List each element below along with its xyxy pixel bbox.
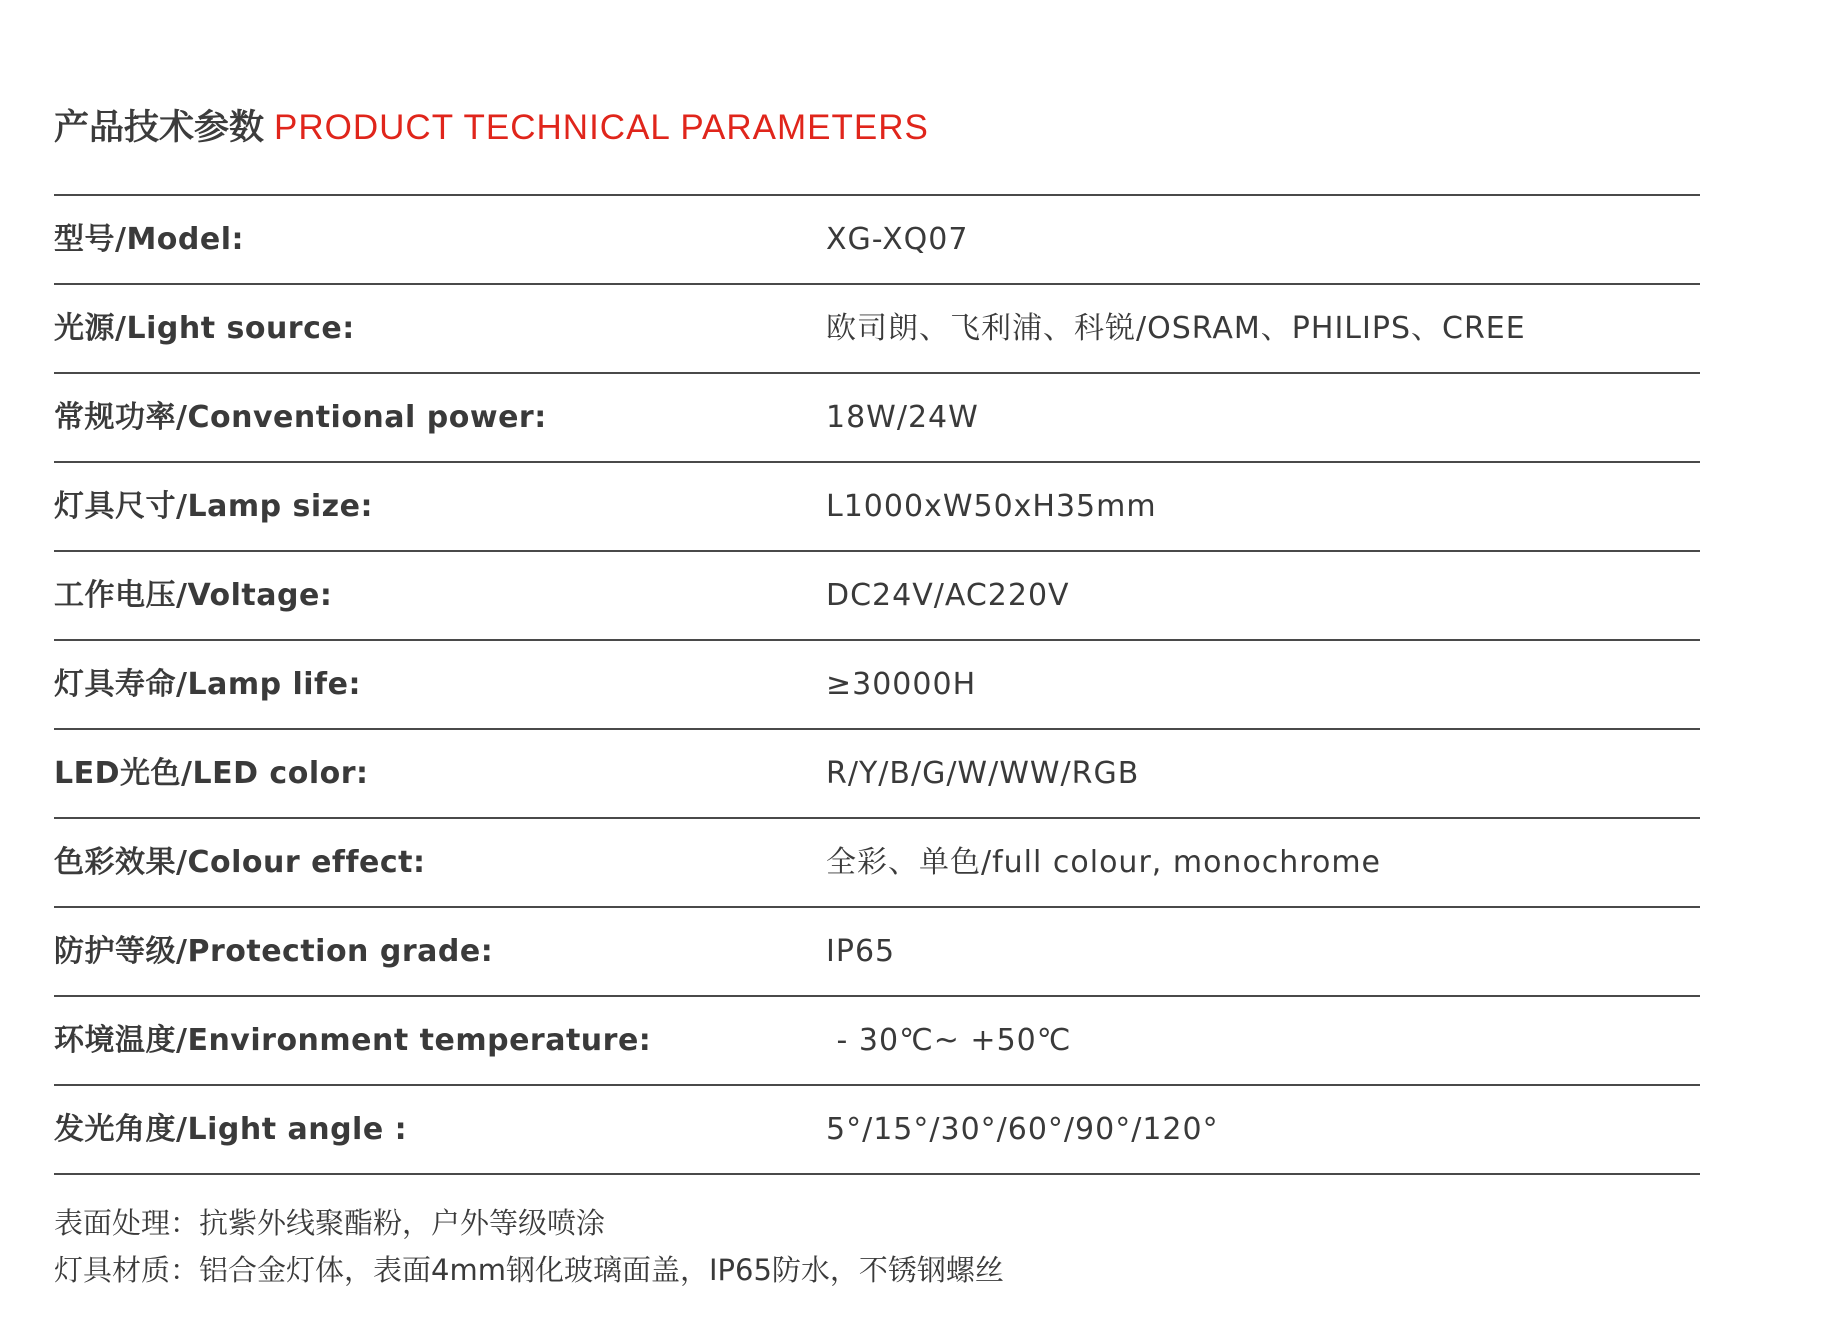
title-chinese: 产品技术参数 bbox=[54, 108, 265, 148]
param-label: 型号/Model: bbox=[54, 222, 245, 257]
param-label: 光源/Light source: bbox=[54, 311, 355, 346]
param-row-power bbox=[54, 374, 1700, 463]
param-label: 发光角度/Light angle : bbox=[54, 1112, 408, 1147]
param-label: 灯具寿命/Lamp life: bbox=[54, 667, 361, 702]
param-row-lamp-life bbox=[54, 641, 1700, 730]
param-value: L1000xW50xH35mm bbox=[826, 489, 1157, 524]
param-row-led-color bbox=[54, 730, 1700, 819]
param-value: ≥30000H bbox=[826, 667, 977, 702]
param-row-light-source bbox=[54, 285, 1700, 374]
param-label: 防护等级/Protection grade: bbox=[54, 934, 494, 969]
param-label: 色彩效果/Colour effect: bbox=[54, 845, 426, 880]
param-value: IP65 bbox=[826, 934, 896, 969]
product-notes bbox=[54, 1200, 1004, 1294]
param-value: XG-XQ07 bbox=[826, 222, 969, 257]
note-lamp-material: 灯具材质：铝合金灯体，表面4mm钢化玻璃面盖，IP65防水，不锈钢螺丝 bbox=[54, 1253, 1004, 1287]
param-row-protection-grade bbox=[54, 908, 1700, 997]
param-row-model bbox=[54, 196, 1700, 285]
param-label: 工作电压/Voltage: bbox=[54, 578, 333, 613]
param-value: 全彩、单色/full colour, monochrome bbox=[826, 845, 1382, 880]
param-value: DC24V/AC220V bbox=[826, 578, 1070, 613]
param-value: R/Y/B/G/W/WW/RGB bbox=[826, 756, 1140, 791]
parameters-table bbox=[54, 194, 1700, 1175]
title-english: PRODUCT TECHNICAL PARAMETERS bbox=[274, 108, 929, 147]
param-row-colour-effect bbox=[54, 819, 1700, 908]
param-row-light-angle bbox=[54, 1086, 1700, 1175]
param-value: 18W/24W bbox=[826, 400, 979, 435]
param-value: 欧司朗、飞利浦、科锐/OSRAM、PHILIPS、CREE bbox=[826, 311, 1526, 346]
param-label: 环境温度/Environment temperature: bbox=[54, 1023, 652, 1058]
page-title bbox=[54, 98, 929, 158]
param-row-lamp-size bbox=[54, 463, 1700, 552]
param-value: 5°/15°/30°/60°/90°/120° bbox=[826, 1112, 1219, 1147]
note-surface-treatment: 表面处理：抗紫外线聚酯粉，户外等级喷涂 bbox=[54, 1206, 606, 1240]
param-label: 灯具尺寸/Lamp size: bbox=[54, 489, 373, 524]
param-label: LED光色/LED color: bbox=[54, 756, 369, 791]
param-value: - 30℃~ +50℃ bbox=[826, 1023, 1072, 1058]
param-row-voltage bbox=[54, 552, 1700, 641]
param-label: 常规功率/Conventional power: bbox=[54, 400, 547, 435]
param-row-temperature bbox=[54, 997, 1700, 1086]
